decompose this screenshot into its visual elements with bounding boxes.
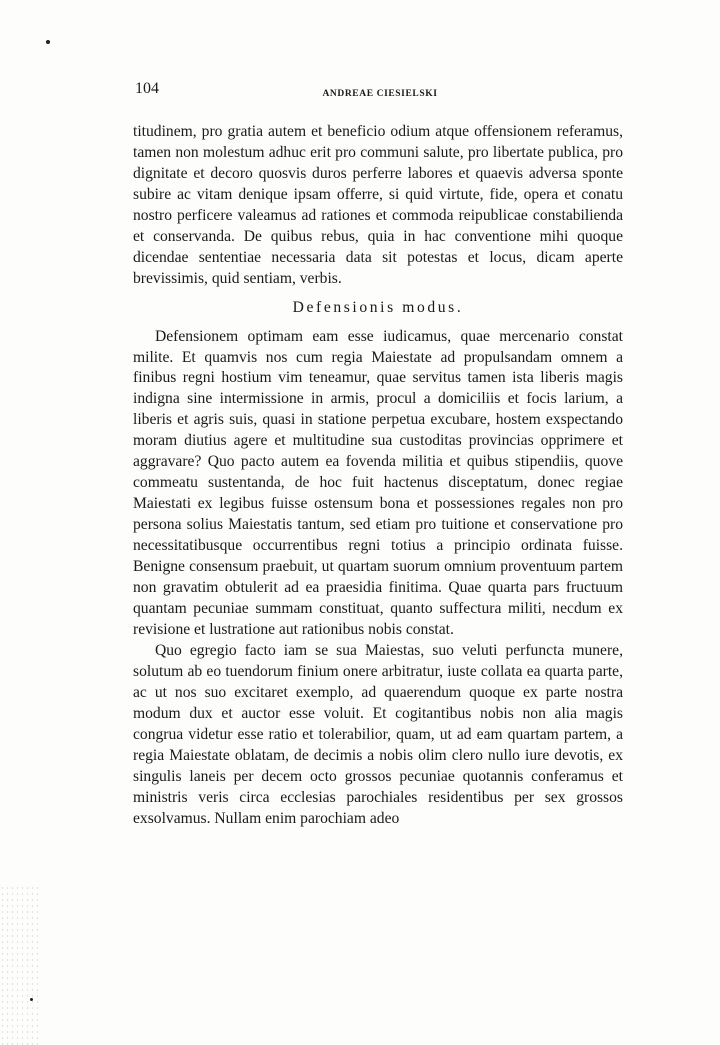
paragraph-quo-egregio: Quo egregio facto iam se sua Maiestas, suo veluti perfuncta munere, solutum ab eo tuendorum finium onere arbitratur, iuste collata ea quarta parte, ac ut nos suo excitaret exemplo, ad quaerendum quoque ex parte nostra modum dux et auctor esse voluit. Et cogitantibus nobis non alia magis congrua videtur esse ratio et tolerabilior, quam, ut ad eam quartam partem, a regia Maiestate oblatam, de decimis a nobis olim clero nullo iure devotis, ex singulis laneis per decem octo grossos pecuniae quotannis conferamus et ministris veris circa ecclesias parochiales residentibus per sex grossos exsolvamus. Nullam enim parochiam adeo	[133, 641, 623, 827]
scan-speck-top	[46, 40, 50, 44]
text-block	[133, 122, 623, 829]
section-heading: Defensionis modus.	[292, 298, 464, 316]
paragraph-opening: titudinem, pro gratia autem et beneficio odium atque offensionem referamus, tamen non molestum adhuc erit pro communi salute, pro libertate publica, pro dignitate et decoro quosvis duros perferre labores et quaevis adversa sponte subire ac vitam denique ipsam offerre, si quid virtute, fide, opera et conatu nostro perficere valeamus ad rationes et commoda reipublicae constabilienda et conservanda. De quibus rebus, quia in hac conventione mihi quoque dicendae sententiae necessaria data sit potestas et locus, dicam aperte brevissimis, quid sentiam, verbis.	[133, 123, 623, 287]
paragraph-defensio: Defensionem optimam eam esse iudicamus, quae mercenario constat milite. Et quamvis nos cum regia Maiestate ad propulsandam omnem a finibus regni hostium vim teneamur, quae servitus tamen ista liberis magis indigna sine intermissione in armis, procul a domiciliis et focis larium, a liberis et agris suis, quasi in statione perpetua excubare, hostem exspectando moram diutius agere et multitudine sua custoditas provincias opprimere et aggravare? Quo pacto autem ea fovenda militia et quibus stipendiis, quove commeatu sustentanda, de hoc fuit hactenus disceptatum, donec regiae Maiestati ex legibus fuisse ostensum bona et possessiones regales non pro persona solius Maiestatis tantum, sed etiam pro tuitione et conservatione pro necessitatibusque occurrentibus regni totius a principio ordinata fuisse. Benigne consensum praebuit, ut quartam suorum omnium proventuum partem non gravatim obtulerit ad ea praesidia finitima. Quae quarta pars fructuum quantam pecuniae summam constituat, quanto suffectura militi, necdum ex revisione et lustratione aut rationibus nobis constat.	[133, 327, 623, 638]
running-head: ANDREAE CIESIELSKI	[322, 89, 438, 99]
scan-edge-noise	[0, 885, 38, 1045]
page-number: 104	[135, 80, 159, 97]
